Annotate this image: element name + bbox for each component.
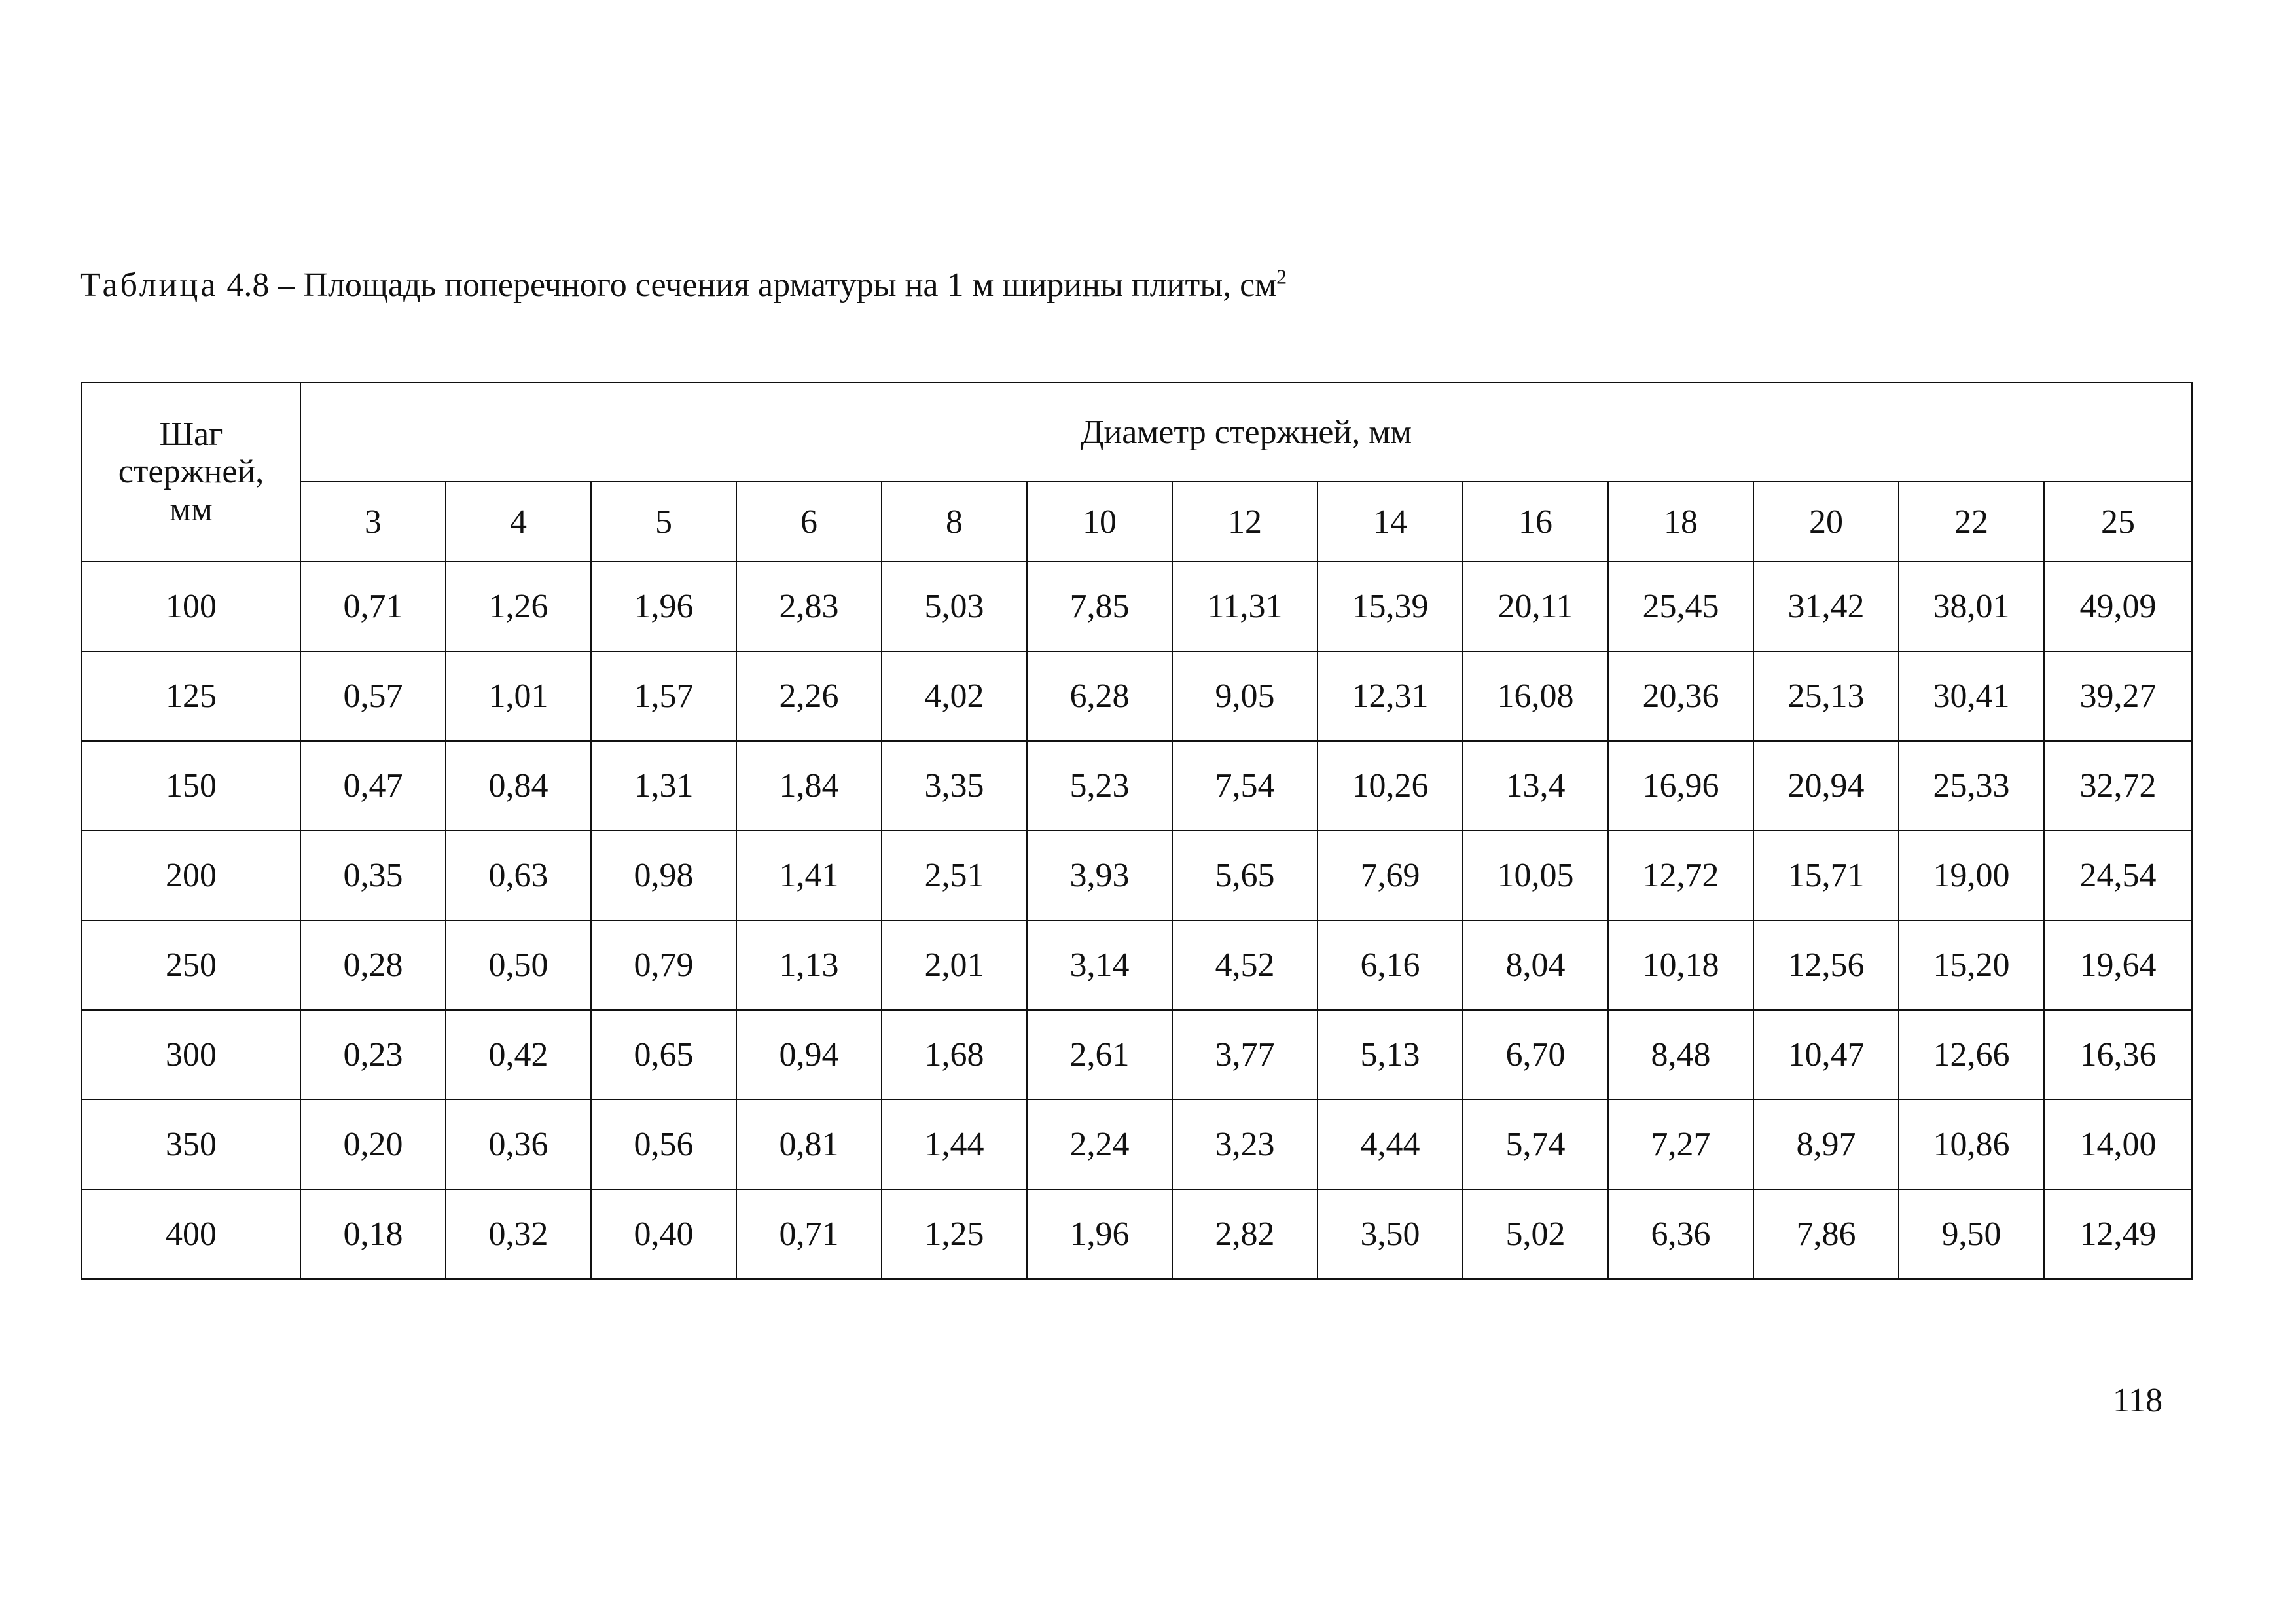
area-value-cell: 1,68 (882, 1010, 1027, 1100)
area-value-cell: 10,18 (1608, 920, 1753, 1010)
area-value-cell: 5,02 (1463, 1189, 1608, 1279)
area-value-cell: 5,23 (1027, 741, 1172, 831)
area-value-cell: 6,28 (1027, 651, 1172, 741)
area-value-cell: 32,72 (2044, 741, 2192, 831)
area-value-cell: 2,82 (1172, 1189, 1318, 1279)
area-value-cell: 0,36 (446, 1100, 591, 1189)
caption-prefix: Таблица (80, 266, 219, 304)
area-value-cell: 15,71 (1753, 831, 1899, 920)
area-value-cell: 0,40 (591, 1189, 736, 1279)
step-cell: 400 (82, 1189, 300, 1279)
diameter-header-cell: 20 (1753, 482, 1899, 562)
table-row (82, 1010, 2192, 1100)
area-value-cell: 0,57 (300, 651, 446, 741)
area-value-cell: 5,13 (1318, 1010, 1463, 1100)
area-value-cell: 12,56 (1753, 920, 1899, 1010)
area-value-cell: 2,61 (1027, 1010, 1172, 1100)
table-body (82, 562, 2192, 1279)
area-value-cell: 10,05 (1463, 831, 1608, 920)
area-value-cell: 2,26 (736, 651, 882, 741)
area-value-cell: 7,69 (1318, 831, 1463, 920)
caption-text: 4.8 – Площадь поперечного сечения арматуры на 1 м ширины плиты, см (218, 266, 1277, 304)
area-value-cell: 4,02 (882, 651, 1027, 741)
area-value-cell: 9,50 (1899, 1189, 2044, 1279)
area-value-cell: 15,39 (1318, 562, 1463, 651)
area-value-cell: 38,01 (1899, 562, 2044, 651)
step-cell: 300 (82, 1010, 300, 1100)
area-value-cell: 1,41 (736, 831, 882, 920)
diameter-header-cell: 12 (1172, 482, 1318, 562)
area-value-cell: 10,47 (1753, 1010, 1899, 1100)
area-value-cell: 7,85 (1027, 562, 1172, 651)
area-value-cell: 20,11 (1463, 562, 1608, 651)
corner-line: Шаг (159, 416, 223, 454)
diameter-header-cell: 10 (1027, 482, 1172, 562)
area-value-cell: 2,24 (1027, 1100, 1172, 1189)
step-cell: 350 (82, 1100, 300, 1189)
diameter-group-header: Диаметр стержней, мм (300, 382, 2192, 482)
area-value-cell: 3,93 (1027, 831, 1172, 920)
area-value-cell: 8,48 (1608, 1010, 1753, 1100)
area-value-cell: 16,96 (1608, 741, 1753, 831)
step-cell: 250 (82, 920, 300, 1010)
diameter-header-cell: 8 (882, 482, 1027, 562)
area-value-cell: 0,23 (300, 1010, 446, 1100)
area-value-cell: 8,97 (1753, 1100, 1899, 1189)
area-value-cell: 1,96 (591, 562, 736, 651)
area-value-cell: 24,54 (2044, 831, 2192, 920)
area-value-cell: 0,98 (591, 831, 736, 920)
table-row (82, 1100, 2192, 1189)
area-value-cell: 12,31 (1318, 651, 1463, 741)
area-value-cell: 7,54 (1172, 741, 1318, 831)
area-value-cell: 3,23 (1172, 1100, 1318, 1189)
area-value-cell: 6,36 (1608, 1189, 1753, 1279)
area-value-cell: 7,86 (1753, 1189, 1899, 1279)
area-value-cell: 0,94 (736, 1010, 882, 1100)
area-value-cell: 30,41 (1899, 651, 2044, 741)
diameter-header-cell: 6 (736, 482, 882, 562)
area-value-cell: 19,00 (1899, 831, 2044, 920)
area-value-cell: 2,83 (736, 562, 882, 651)
table-row (82, 1189, 2192, 1279)
area-value-cell: 12,66 (1899, 1010, 2044, 1100)
area-value-cell: 0,35 (300, 831, 446, 920)
diameter-header-cell: 4 (446, 482, 591, 562)
area-value-cell: 1,31 (591, 741, 736, 831)
area-value-cell: 8,04 (1463, 920, 1608, 1010)
step-cell: 200 (82, 831, 300, 920)
area-value-cell: 1,84 (736, 741, 882, 831)
area-value-cell: 0,81 (736, 1100, 882, 1189)
area-value-cell: 0,20 (300, 1100, 446, 1189)
area-value-cell: 10,26 (1318, 741, 1463, 831)
area-value-cell: 25,45 (1608, 562, 1753, 651)
diameter-header-cell: 5 (591, 482, 736, 562)
area-value-cell: 49,09 (2044, 562, 2192, 651)
area-value-cell: 4,52 (1172, 920, 1318, 1010)
step-cell: 125 (82, 651, 300, 741)
area-value-cell: 0,63 (446, 831, 591, 920)
area-value-cell: 20,36 (1608, 651, 1753, 741)
area-value-cell: 0,84 (446, 741, 591, 831)
area-value-cell: 15,20 (1899, 920, 2044, 1010)
diameter-header-cell: 25 (2044, 482, 2192, 562)
area-value-cell: 1,57 (591, 651, 736, 741)
diameter-header-cell: 18 (1608, 482, 1753, 562)
table-row (82, 831, 2192, 920)
area-value-cell: 39,27 (2044, 651, 2192, 741)
area-value-cell: 1,25 (882, 1189, 1027, 1279)
area-value-cell: 1,44 (882, 1100, 1027, 1189)
area-value-cell: 0,65 (591, 1010, 736, 1100)
area-value-cell: 0,79 (591, 920, 736, 1010)
area-value-cell: 2,01 (882, 920, 1027, 1010)
area-value-cell: 6,16 (1318, 920, 1463, 1010)
area-value-cell: 12,49 (2044, 1189, 2192, 1279)
table-row (82, 741, 2192, 831)
diameter-header-cell: 14 (1318, 482, 1463, 562)
area-value-cell: 0,18 (300, 1189, 446, 1279)
diameter-header-cell: 16 (1463, 482, 1608, 562)
area-value-cell: 16,08 (1463, 651, 1608, 741)
area-value-cell: 5,65 (1172, 831, 1318, 920)
area-value-cell: 11,31 (1172, 562, 1318, 651)
area-value-cell: 19,64 (2044, 920, 2192, 1010)
area-value-cell: 4,44 (1318, 1100, 1463, 1189)
area-value-cell: 1,96 (1027, 1189, 1172, 1279)
rebar-area-table (81, 382, 2193, 1280)
area-value-cell: 3,35 (882, 741, 1027, 831)
area-value-cell: 0,28 (300, 920, 446, 1010)
area-value-cell: 1,01 (446, 651, 591, 741)
area-value-cell: 9,05 (1172, 651, 1318, 741)
area-value-cell: 6,70 (1463, 1010, 1608, 1100)
table-row (82, 562, 2192, 651)
area-value-cell: 1,13 (736, 920, 882, 1010)
step-column-header (82, 382, 300, 562)
area-value-cell: 0,71 (300, 562, 446, 651)
caption-superscript: 2 (1276, 264, 1287, 289)
area-value-cell: 2,51 (882, 831, 1027, 920)
area-value-cell: 3,14 (1027, 920, 1172, 1010)
area-value-cell: 1,26 (446, 562, 591, 651)
area-value-cell: 25,33 (1899, 741, 2044, 831)
step-cell: 150 (82, 741, 300, 831)
area-value-cell: 7,27 (1608, 1100, 1753, 1189)
diameter-header-cell: 3 (300, 482, 446, 562)
area-value-cell: 0,47 (300, 741, 446, 831)
area-value-cell: 16,36 (2044, 1010, 2192, 1100)
area-value-cell: 14,00 (2044, 1100, 2192, 1189)
table-caption (80, 265, 1287, 306)
area-value-cell: 0,71 (736, 1189, 882, 1279)
corner-line: мм (170, 490, 213, 528)
table-row (82, 920, 2192, 1010)
table-row (82, 651, 2192, 741)
area-value-cell: 0,56 (591, 1100, 736, 1189)
diameter-header-cell: 22 (1899, 482, 2044, 562)
area-value-cell: 10,86 (1899, 1100, 2044, 1189)
area-value-cell: 3,50 (1318, 1189, 1463, 1279)
area-value-cell: 3,77 (1172, 1010, 1318, 1100)
area-value-cell: 12,72 (1608, 831, 1753, 920)
area-value-cell: 0,50 (446, 920, 591, 1010)
step-cell: 100 (82, 562, 300, 651)
area-value-cell: 0,32 (446, 1189, 591, 1279)
page-number: 118 (2113, 1382, 2163, 1419)
area-value-cell: 25,13 (1753, 651, 1899, 741)
area-value-cell: 5,74 (1463, 1100, 1608, 1189)
area-value-cell: 31,42 (1753, 562, 1899, 651)
area-value-cell: 0,42 (446, 1010, 591, 1100)
area-value-cell: 20,94 (1753, 741, 1899, 831)
corner-line: стержней, (118, 453, 264, 491)
area-value-cell: 13,4 (1463, 741, 1608, 831)
diameter-header-row (82, 482, 2192, 562)
area-value-cell: 5,03 (882, 562, 1027, 651)
